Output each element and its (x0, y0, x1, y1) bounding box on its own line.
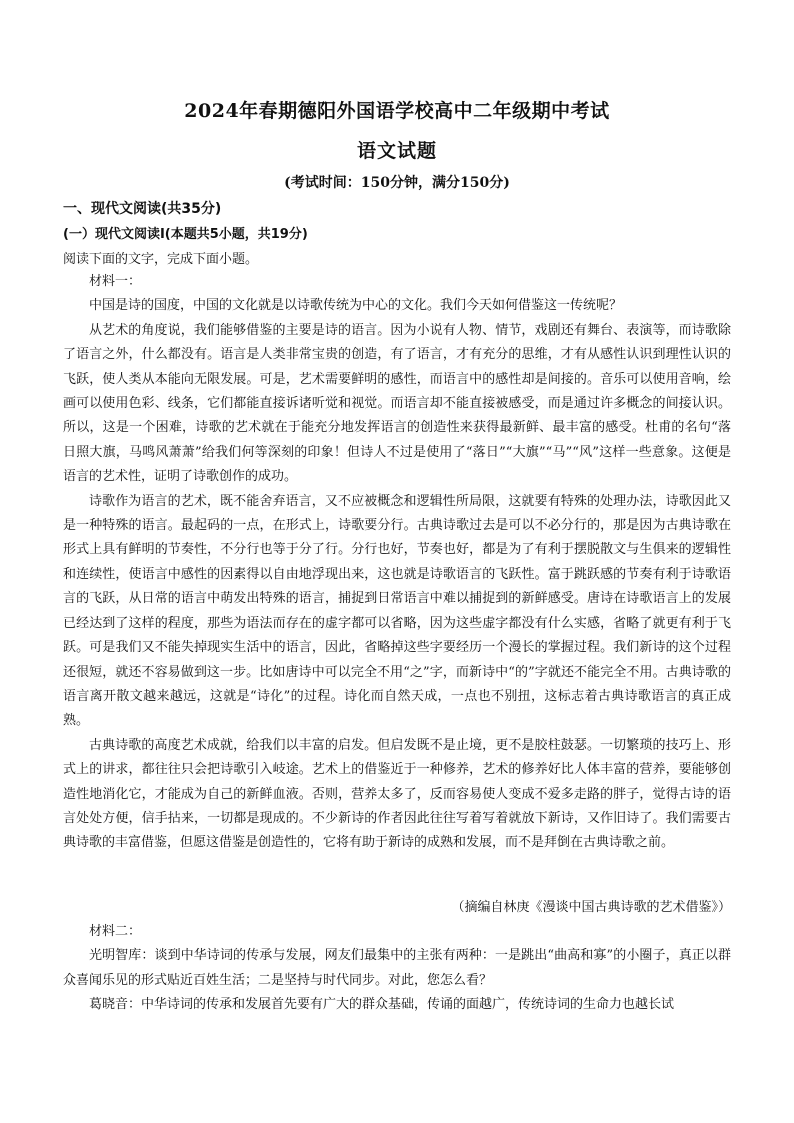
material-two (63, 920, 731, 1018)
section-heading: 一、现代文阅读(共35分) (63, 201, 222, 217)
subject-title: 语文试题 (356, 140, 437, 162)
material-label: 材料二： (89, 924, 142, 939)
exam-title: 2024年春期德阳外国语学校高中二年级期中考试 (184, 100, 610, 122)
sub-section-heading: (一）现代文阅读Ⅰ(本题共5小题，共19分) (63, 227, 308, 242)
paragraph: 古典诗歌的高度艺术成就，给我们以丰富的启发。但启发既不是止境，更不是胶柱鼓瑟。一切繁琐的技巧上、形式上的讲求，都往往只会把诗歌引入岐途。艺术上的借鉴近于一种修养，艺术的修养好比人体丰富的营养，要能够创造性地消化它，才能成为自己的新鲜血液。否则，营养太多了，反而容易使人变成不爱多走路的胖子，觉得古诗的语言处处方便，信手拈来，一切都是现成的。不少新诗的作者因此往往写着写着就放下新诗，又作旧诗了。我们需要古典诗歌的丰富借鉴，但愿这借鉴是创造性的，它将有助于新诗的成熟和发展，而不是拜倒在古典诗歌之前。 (63, 737, 731, 851)
instruction: 阅读下面的文字，完成下面小题。 (63, 252, 259, 267)
exam-info: (考试时间：150分钟，满分150分) (284, 175, 510, 191)
source-citation: （摘编自林庚《漫谈中国古典诗歌的艺术借鉴》） (451, 900, 731, 915)
material-one (63, 270, 731, 856)
paragraph: 诗歌作为语言的艺术，既不能舍弃语言，又不应被概念和逻辑性所局限，这就要有特殊的处理办法，诗歌因此又是一种特殊的语言。最起码的一点，在形式上，诗歌要分行。古典诗歌过去是可以不必分行的，那是因为古典诗歌在形式上具有鲜明的节奏性，不分行也等于分了行。分行也好，节奏也好，都是为了有利于摆脱散文与生俱来的逻辑性和连续性，使语言中感性的因素得以自由地浮现出来，这也就是诗歌语言的飞跃性。富于跳跃感的节奏有利于诗歌语言的飞跃，从日常的语言中萌发出特殊的语言，捕捉到日常语言中难以捕捉到的新鲜感受。唐诗在诗歌语言上的发展已经达到了这样的程度，那些为语法而存在的虚字都可以省略，因为这些虚字都没有什么实感，省略了就更有利于飞跃。可是我们又不能失掉现实生活中的语言，因此，省略掉这些字要经历一个漫长的掌握过程。我们新诗的这个过程还很短，就还不容易做到这一步。比如唐诗中可以完全不用“之”字，而新诗中“的”字就还不能完全不用。古典诗歌的语言离开散文越来越远，这就是“诗化”的过程。诗化而自然天成，一点也不别扭，这标志着古典诗歌语言的真正成熟。 (63, 493, 731, 729)
paragraph: 光明智库：谈到中华诗词的传承与发展，网友们最集中的主张有两种：一是跳出“曲高和寡”的小圈子，真正以群众喜闻乐见的形式贴近百姓生活；二是坚持与时代同步。对此，您怎么看？ (63, 948, 731, 988)
paragraph: 葛晓音：中华诗词的传承和发展首先要有广大的群众基础，传诵的面越广，传统诗词的生命力也越长试 (89, 997, 675, 1013)
paragraph: 从艺术的角度说，我们能够借鉴的主要是诗的语言。因为小说有人物、情节，戏剧还有舞台、表演等，而诗歌除了语言之外，什么都没有。语言是人类非常宝贵的创造，有了语言，才有充分的思维，才有从感性认识到理性认识的飞跃，使人类从本能向无限发展。可是，艺术需要鲜明的感性，而语言中的感性却是间接的。音乐可以使用音响，绘画可以使用色彩、线条，它们都能直接诉诸听觉和视觉。而语言却不能直接被感受，而是通过许多概念的间接认识。所以，这是一个困难，诗歌的艺术就在于能充分地发挥语言的创造性来获得最新鲜、最丰富的感受。杜甫的名句“落日照大旗，马鸣风萧萧”给我们何等深刻的印象！但诗人不过是使用了“落日”“大旗”“马”“风”这样一些意象。这便是语言的艺术性，证明了诗歌创作的成功。 (63, 322, 731, 485)
paragraph: 中国是诗的国度，中国的文化就是以诗歌传统为中心的文化。我们今天如何借鉴这一传统呢？ (89, 298, 623, 314)
material-label: 材料一： (89, 274, 142, 289)
